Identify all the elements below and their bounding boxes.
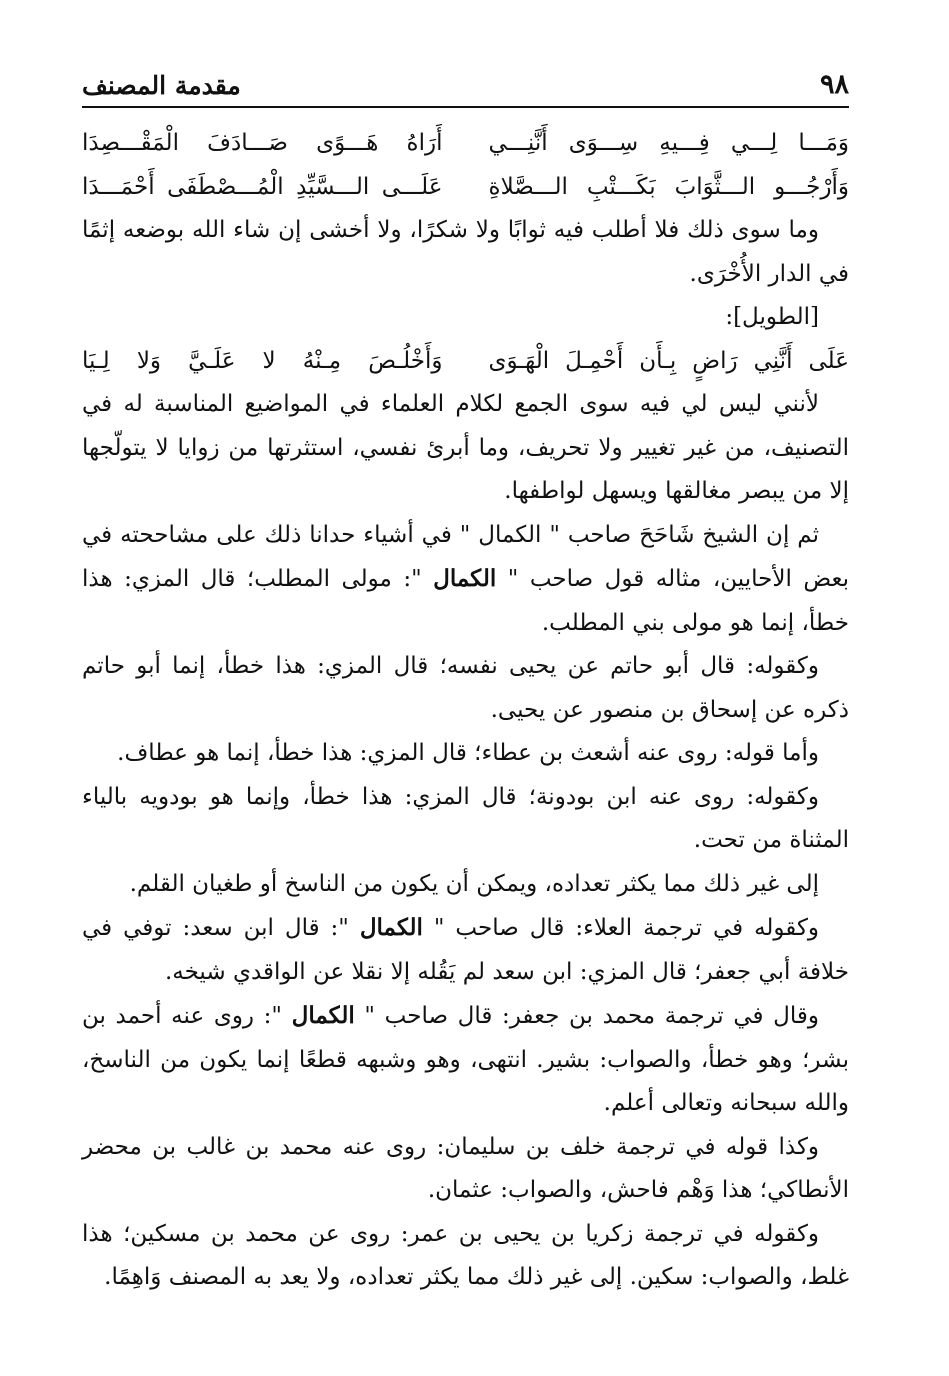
- paragraph: إلى غير ذلك مما يكثر تعداده، ويمكن أن يكون من الناسخ أو طغيان القلم.: [129, 870, 819, 897]
- running-title: مقدمة المصنف: [82, 71, 241, 100]
- poem-verse: [82, 166, 849, 210]
- paragraph: وكقوله في ترجمة زكريا بن يحيى بن عمر: روى عن محمد بن مسكين؛ هذا غلط، والصواب: سكين. إلى غير ذلك مما يكثر تعداده، ولا يعد به المصنف وَاهِمًا.: [82, 1220, 849, 1290]
- book-title-bold: الكمال: [433, 565, 497, 592]
- paragraph-text: وقال في ترجمة محمد بن جعفر: قال صاحب ": [354, 1003, 819, 1029]
- paragraph-text: ": مولى المطلب؛ قال المزي: هذا خطأ، إنما هو مولى بني المطلب.: [82, 566, 849, 636]
- paragraph: لأنني ليس لي فيه سوى الجمع لكلام العلماء في المواضيع المناسبة له في التصنيف، من غير تغيير ولا تحريف، وما أبرئ نفسي، استثرتها من زوايا لا يتولّجها إلا من يبصر مغالقها ويسهل لواطفها.: [82, 391, 849, 504]
- verse-first-hemistich: عَلَى أَنَّنِي رَاضٍ بِـأَن أَحْمِـلَ الْهَـوَى: [488, 347, 849, 374]
- paragraph: وما سوى ذلك فلا أطلب فيه ثوابًا ولا شكرًا، ولا أخشى إن شاء الله بوضعه إثمًا في الدار الأُخْرَى.: [82, 217, 849, 287]
- poem-verse: [82, 122, 849, 166]
- paragraph: وكقوله: روى عنه ابن بودونة؛ قال المزي: هذا خطأ، وإنما هو بودويه بالياء المثناة من تحت.: [82, 783, 849, 853]
- paragraph: وكقوله: قال أبو حاتم عن يحيى نفسه؛ قال المزي: هذا خطأ، إنما أبو حاتم ذكره عن إسحاق بن منصور عن يحيى.: [82, 653, 849, 723]
- page-header: [82, 62, 849, 108]
- poetic-meter-label: [الطويل]:: [725, 304, 819, 330]
- verse-second-hemistich: عَلَـــى الـــسَّيِّدِ الْمُـــصْطَفَى أَحْمَـــدَا: [82, 173, 443, 200]
- paragraph: وكذا قوله في ترجمة خلف بن سليمان: روى عنه محمد بن غالب بن محضر الأنطاكي؛ هذا وَهْم فاحش، والصواب: عثمان.: [82, 1133, 849, 1203]
- paragraph-text: ": قال ابن سعد: توفي في خلافة أبي جعفر؛ قال المزي: ابن سعد لم يَقُله إلا نقلا عن الواقدي شيخه.: [82, 915, 849, 985]
- paragraph-text: ": روى عنه أحمد بن بشر؛ وهو خطأ، والصواب: بشير. انتهى، وهو وشبهه قطعًا إنما يكون من الناسخ، والله سبحانه وتعالى أعلم.: [82, 1003, 849, 1116]
- paragraph-text: وكقوله في ترجمة العلاء: قال صاحب ": [422, 915, 820, 941]
- book-title-bold: الكمال: [359, 914, 423, 941]
- verse-first-hemistich: وَمَـــا لِـــي فِـــيهِ سِـــوَى أَنَّنِـــي: [488, 130, 849, 156]
- paragraph: [82, 514, 849, 646]
- verse-first-hemistich: وَأَرْجُـــو الـــثَّوَابَ بَكَـــتْبِ الـــصَّلاةِ: [488, 173, 849, 200]
- paragraph: وأما قوله: روى عنه أشعث بن عطاء؛ قال المزي: هذا خطأ، إنما هو عطاف.: [117, 740, 819, 766]
- paragraph-text: ثم إن الشيخ شَاحَحَ صاحب " الكمال " في أشياء حدانا ذلك على مشاححته في بعض الأحايين، مثاله قول صاحب ": [82, 521, 849, 592]
- verse-second-hemistich: أَرَاهُ هَـــوًى صَـــادَفَ الْمَقْـــصِدَا: [82, 130, 443, 156]
- verse-second-hemistich: وَأَخْلُـصَ مِـنْهُ لا عَلَـيَّ وَلا لِـيَا: [82, 347, 443, 374]
- book-title-bold: الكمال: [291, 1002, 355, 1029]
- page-number: ٩٨: [819, 69, 849, 100]
- paragraph: [82, 994, 849, 1126]
- poem-verse: [82, 340, 849, 384]
- page-body: [82, 122, 849, 1300]
- paragraph: [82, 906, 849, 994]
